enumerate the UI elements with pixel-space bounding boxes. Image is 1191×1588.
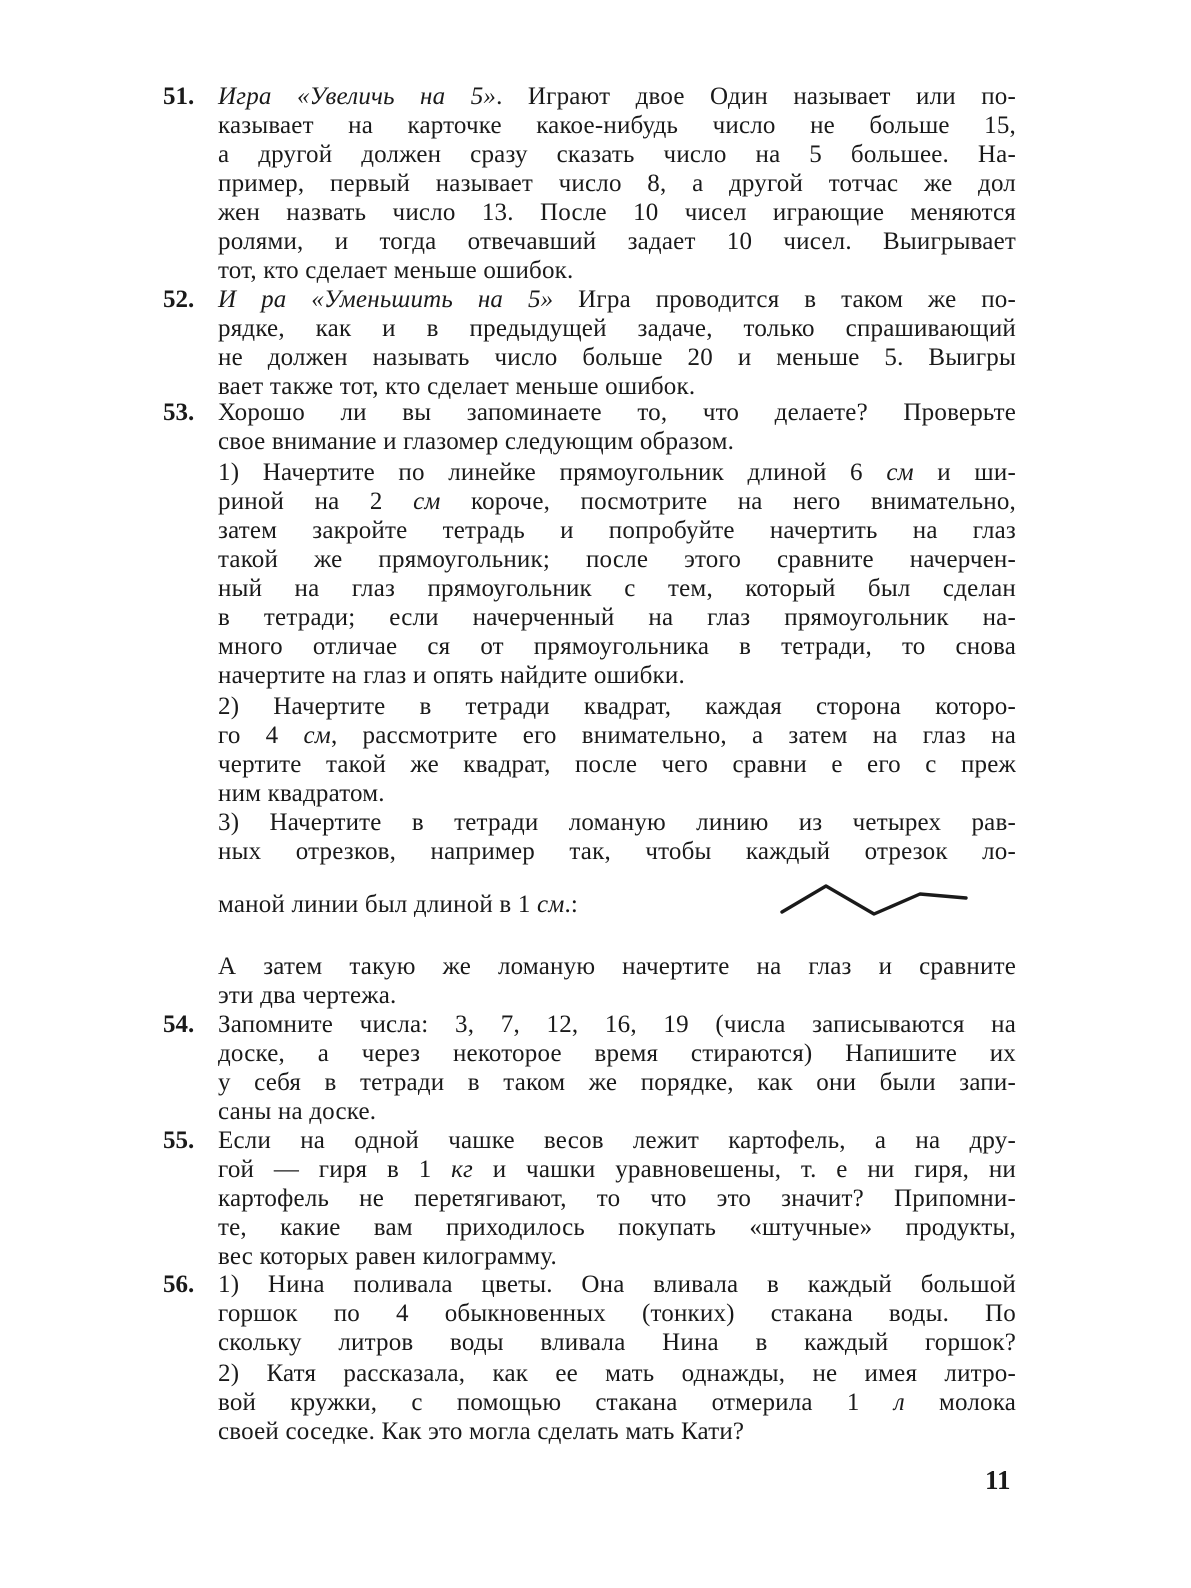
italic-term: И ра «Уменьшить на 5»: [218, 286, 554, 313]
problem-number: 55.: [163, 1127, 195, 1154]
italic-term: Игра «Увеличь на 5»: [218, 83, 497, 110]
text-line: Запомните числа: 3, 7, 12, 16, 19 (числа записываются на: [218, 1011, 1016, 1038]
text-segment: .:: [564, 891, 579, 918]
text-line: доске, а через некоторое время стираются) Напишите их: [218, 1040, 1016, 1067]
text-line: в тетради; если начерченный на глаз прямоугольник на-: [218, 604, 1016, 631]
text-line: тот, кто сделает меньше ошибок.: [218, 257, 574, 284]
text-line: ный на глаз прямоугольник с тем, который был сделан: [218, 575, 1016, 602]
text-segment: , рассмотрите его внимательно, а затем на глаз на: [330, 722, 1016, 749]
text-segment: маной линии был длиной в 1: [218, 891, 538, 918]
text-line: А затем такую же ломаную начертите на глаз и сравните: [218, 953, 1016, 980]
text-line: 2) Начертите в тетради квадрат, каждая сторона которо-: [218, 693, 1016, 720]
italic-term: см: [413, 488, 441, 515]
italic-term: см: [537, 891, 565, 918]
text-line: своей соседке. Как это могла сделать мать Кати?: [218, 1418, 745, 1445]
text-line: [218, 890, 578, 919]
text-line: Хорошо ли вы запоминаете то, что делаете? Проверьте: [218, 399, 1016, 426]
text-line: [218, 1155, 1016, 1184]
text-line: [218, 82, 1016, 111]
text-segment: и чашки уравновешены, т. е ни гиря, ни: [473, 1156, 1017, 1183]
italic-term: см: [886, 459, 914, 486]
text-segment: риной на 2: [218, 488, 414, 515]
text-segment: . Играют двое Один называет или по-: [496, 83, 1016, 110]
text-line: ролями, и тогда отвечавший задает 10 чисел. Выигрывает: [218, 228, 1016, 255]
text-line: свое внимание и глазомер следующим образом.: [218, 428, 735, 455]
text-line: казывает на карточке какое-нибудь число не больше 15,: [218, 112, 1016, 139]
text-line: [218, 1388, 1016, 1417]
text-line: затем закройте тетрадь и попробуйте начертить на глаз: [218, 517, 1016, 544]
text-line: вает также тот, кто сделает меньше ошибок.: [218, 373, 696, 400]
text-line: а другой должен сразу сказать число на 5 большее. На-: [218, 141, 1016, 168]
text-line: чертите такой же квадрат, после чего сравни е его с преж: [218, 751, 1016, 778]
text-line: 2) Катя рассказала, как ее мать однажды, не имея литро-: [218, 1360, 1016, 1387]
italic-term: л: [893, 1389, 905, 1416]
text-segment: Игра проводится в таком же по-: [553, 286, 1016, 313]
text-segment: го 4: [218, 722, 304, 749]
text-segment: молока: [904, 1389, 1016, 1416]
text-line: саны на доске.: [218, 1098, 377, 1125]
italic-term: см: [303, 722, 331, 749]
text-line: скольку литров воды вливала Нина в каждый горшок?: [218, 1329, 1016, 1356]
text-line: пример, первый называет число 8, а другой тотчас же дол: [218, 170, 1016, 197]
text-line: горшок по 4 обыкновенных (тонких) стакана воды. По: [218, 1300, 1016, 1327]
text-segment: 1) Начертите по линейке прямоугольник длиной 6: [218, 459, 887, 486]
text-line: эти два чертежа.: [218, 982, 397, 1009]
problem-number: 51.: [163, 83, 195, 110]
text-line: не должен называть число больше 20 и меньше 5. Выигры: [218, 344, 1016, 371]
text-line: у себя в тетради в таком же порядке, как они были запи-: [218, 1069, 1016, 1096]
italic-term: кг: [451, 1156, 473, 1183]
text-line: те, какие вам приходилось покупать «штучные» продукты,: [218, 1214, 1016, 1241]
text-segment: короче, посмотрите на него внимательно,: [440, 488, 1017, 515]
problem-number: 54.: [163, 1011, 195, 1038]
page-number: 11: [985, 1465, 1011, 1495]
broken-line-figure: [780, 880, 970, 920]
text-line: вес которых равен килограмму.: [218, 1243, 557, 1270]
text-line: [218, 458, 1016, 487]
problem-number: 53.: [163, 399, 195, 426]
text-line: Если на одной чашке весов лежит картофель, а на дру-: [218, 1127, 1016, 1154]
text-line: [218, 721, 1016, 750]
problem-number: 52.: [163, 286, 195, 313]
problem-number: 56.: [163, 1271, 195, 1298]
text-line: рядке, как и в предыдущей задаче, только спрашивающий: [218, 315, 1016, 342]
text-line: жен назвать число 13. После 10 чисел играющие меняются: [218, 199, 1016, 226]
text-line: 3) Начертите в тетради ломаную линию из четырех рав-: [218, 809, 1016, 836]
text-line: много отличае ся от прямоугольника в тетради, то снова: [218, 633, 1016, 660]
text-line: картофель не перетягивают, то что это значит? Припомни-: [218, 1185, 1016, 1212]
text-segment: гой — гиря в 1: [218, 1156, 452, 1183]
text-line: начертите на глаз и опять найдите ошибки.: [218, 662, 685, 689]
text-segment: вой кружки, с помощью стакана отмерила 1: [218, 1389, 894, 1416]
text-line: [218, 487, 1016, 516]
text-segment: и ши-: [913, 459, 1016, 486]
text-line: ных отрезков, например так, чтобы каждый отрезок ло-: [218, 838, 1016, 865]
text-line: ним квадратом.: [218, 780, 385, 807]
text-line: [218, 285, 1016, 314]
text-line: 1) Нина поливала цветы. Она вливала в каждый большой: [218, 1271, 1016, 1298]
text-line: такой же прямоугольник; после этого сравните начерчен-: [218, 546, 1016, 573]
